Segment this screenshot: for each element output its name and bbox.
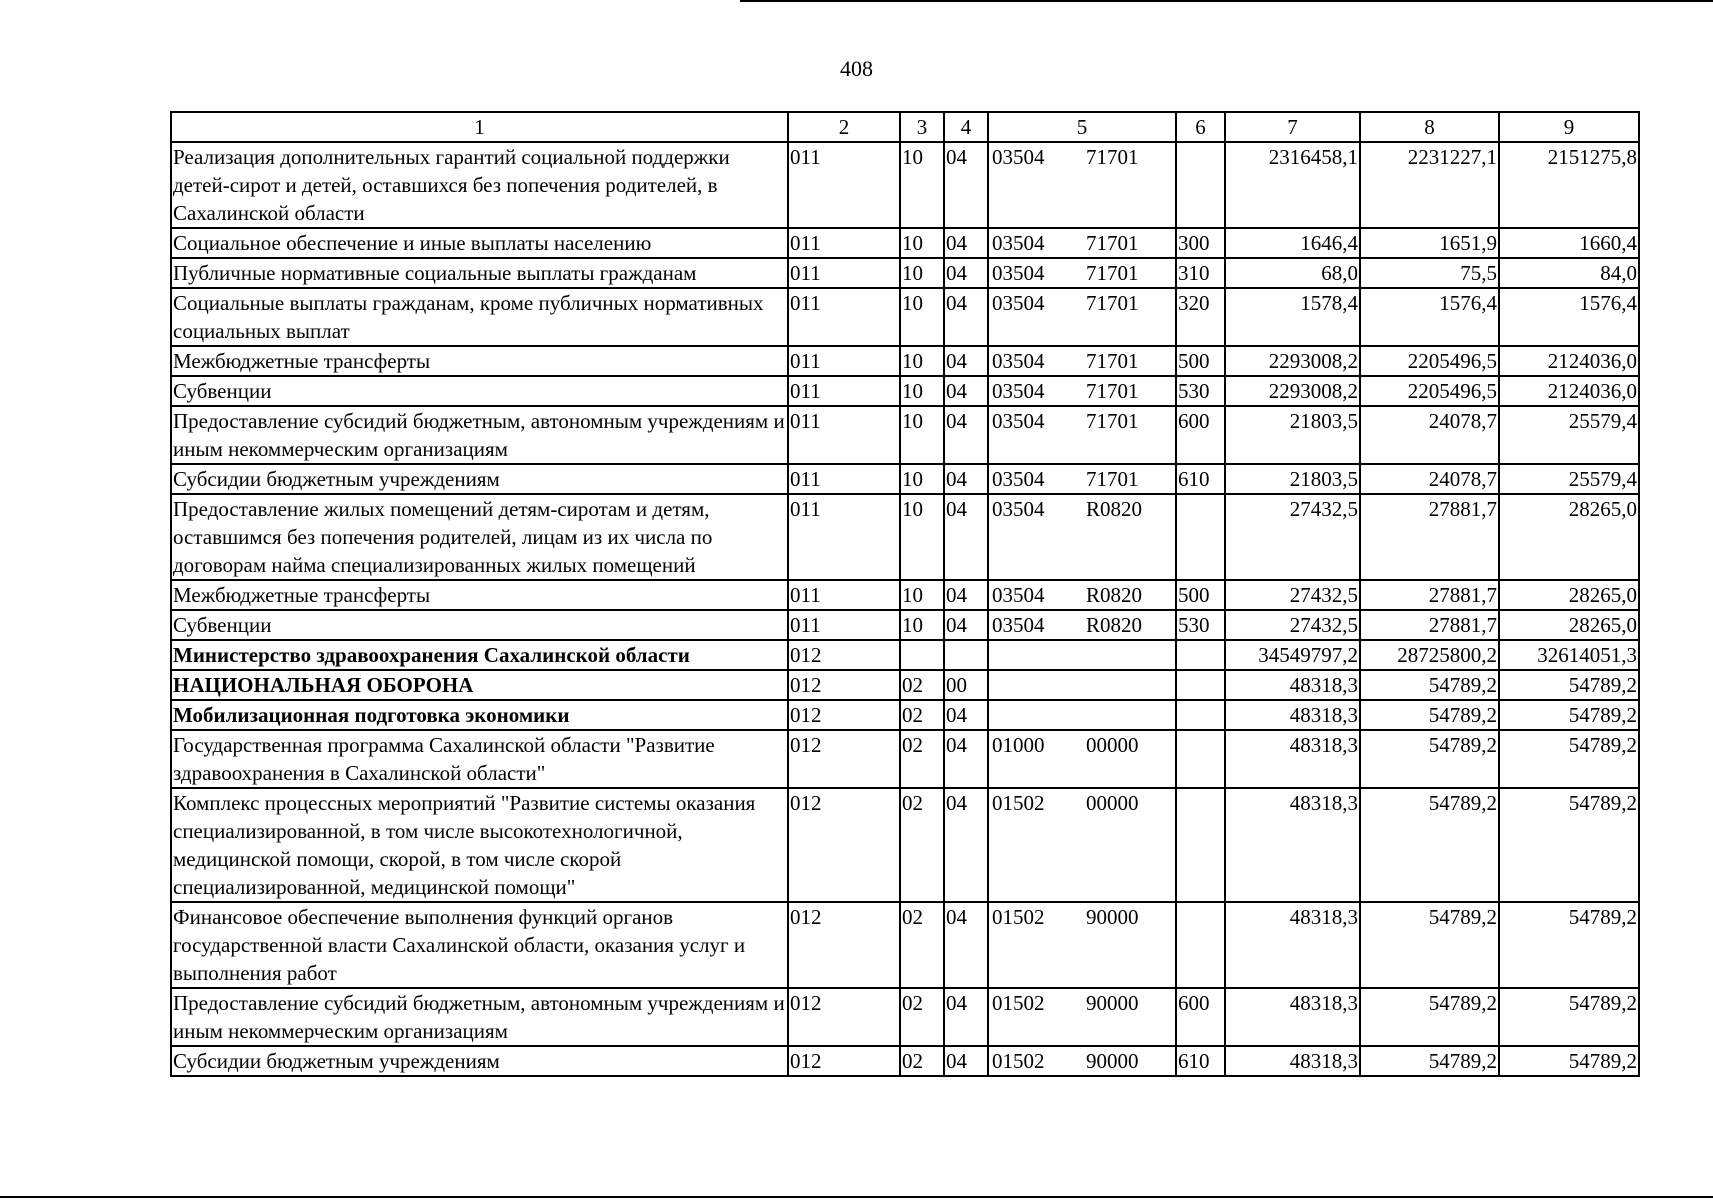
subsection-code-cell: 04	[944, 988, 988, 1046]
row-name-cell: Межбюджетные трансферты	[171, 346, 788, 376]
column-header: 6	[1176, 112, 1225, 142]
row-name-cell: Реализация дополнительных гарантий социальной поддержки детей-сирот и детей, оставшихся без попечения родителей, в Сахалинской области	[171, 142, 788, 228]
ministry-code-cell: 011	[788, 228, 900, 258]
expense-type-cell: 600	[1176, 988, 1225, 1046]
amount-cell-8: 27881,7	[1360, 494, 1499, 580]
row-name-cell: Публичные нормативные социальные выплаты гражданам	[171, 258, 788, 288]
amount-cell-7: 68,0	[1225, 258, 1360, 288]
ministry-code-cell: 012	[788, 1046, 900, 1076]
amount-cell-7: 48318,3	[1225, 670, 1360, 700]
table-row	[171, 142, 1639, 228]
direction-code: 90000	[1086, 991, 1139, 1015]
row-name-cell: Социальные выплаты гражданам, кроме публичных нормативных социальных выплат	[171, 288, 788, 346]
ministry-code-cell: 012	[788, 670, 900, 700]
ministry-code-cell: 012	[788, 902, 900, 988]
ministry-code-cell: 011	[788, 142, 900, 228]
expense-type-cell: 300	[1176, 228, 1225, 258]
section-code-cell: 10	[900, 376, 944, 406]
amount-cell-8: 2205496,5	[1360, 346, 1499, 376]
column-header: 7	[1225, 112, 1360, 142]
amount-cell-9: 2124036,0	[1499, 376, 1639, 406]
expense-type-cell: 600	[1176, 406, 1225, 464]
expense-type-cell	[1176, 494, 1225, 580]
expense-type-cell	[1176, 902, 1225, 988]
target-article-cell	[988, 730, 1176, 788]
subsection-code-cell: 04	[944, 258, 988, 288]
expense-type-cell: 530	[1176, 610, 1225, 640]
amount-cell-7: 48318,3	[1225, 1046, 1360, 1076]
target-article-cell	[988, 788, 1176, 902]
target-article-cell	[988, 1046, 1176, 1076]
amount-cell-7: 27432,5	[1225, 610, 1360, 640]
ministry-code-cell: 011	[788, 580, 900, 610]
amount-cell-8: 54789,2	[1360, 902, 1499, 988]
table-row	[171, 288, 1639, 346]
direction-code: 71701	[1086, 261, 1139, 285]
direction-code: 90000	[1086, 1049, 1139, 1073]
ministry-code-cell: 012	[788, 730, 900, 788]
amount-cell-9: 54789,2	[1499, 700, 1639, 730]
direction-code: 00000	[1086, 733, 1139, 757]
target-article-cell	[988, 346, 1176, 376]
program-code: 03504	[992, 467, 1045, 491]
expense-type-cell: 530	[1176, 376, 1225, 406]
program-code: 03504	[992, 379, 1045, 403]
amount-cell-9: 54789,2	[1499, 730, 1639, 788]
table-row	[171, 406, 1639, 464]
subsection-code-cell: 04	[944, 788, 988, 902]
program-code: 03504	[992, 145, 1045, 169]
target-article-cell	[988, 670, 1176, 700]
amount-cell-8: 1651,9	[1360, 228, 1499, 258]
section-code-cell: 10	[900, 228, 944, 258]
program-code: 01502	[992, 1049, 1045, 1073]
expense-type-cell: 610	[1176, 1046, 1225, 1076]
amount-cell-9: 1660,4	[1499, 228, 1639, 258]
program-code: 01000	[992, 733, 1045, 757]
amount-cell-7: 48318,3	[1225, 730, 1360, 788]
program-code: 03504	[992, 261, 1045, 285]
ministry-code-cell: 012	[788, 640, 900, 670]
ministry-code-cell: 012	[788, 700, 900, 730]
amount-cell-7: 21803,5	[1225, 464, 1360, 494]
amount-cell-8: 54789,2	[1360, 1046, 1499, 1076]
program-code: 03504	[992, 291, 1045, 315]
amount-cell-7: 2293008,2	[1225, 346, 1360, 376]
direction-code: 71701	[1086, 379, 1139, 403]
amount-cell-7: 21803,5	[1225, 406, 1360, 464]
subsection-code-cell: 04	[944, 228, 988, 258]
target-article-cell	[988, 902, 1176, 988]
column-header: 5	[988, 112, 1176, 142]
table-row	[171, 730, 1639, 788]
subsection-code-cell: 04	[944, 700, 988, 730]
ministry-code-cell: 012	[788, 788, 900, 902]
subsection-code-cell	[944, 640, 988, 670]
table-row	[171, 788, 1639, 902]
subsection-code-cell: 04	[944, 406, 988, 464]
expense-type-cell: 610	[1176, 464, 1225, 494]
amount-cell-9: 25579,4	[1499, 406, 1639, 464]
table-row	[171, 988, 1639, 1046]
amount-cell-9: 2151275,8	[1499, 142, 1639, 228]
section-code-cell: 10	[900, 288, 944, 346]
ministry-code-cell: 011	[788, 464, 900, 494]
page-number: 408	[840, 56, 873, 81]
amount-cell-7: 48318,3	[1225, 788, 1360, 902]
program-code: 03504	[992, 613, 1045, 637]
amount-cell-8: 54789,2	[1360, 700, 1499, 730]
table-row	[171, 610, 1639, 640]
ministry-code-cell: 011	[788, 258, 900, 288]
column-header: 2	[788, 112, 900, 142]
column-header: 4	[944, 112, 988, 142]
target-article-cell	[988, 700, 1176, 730]
program-code: 01502	[992, 791, 1045, 815]
amount-cell-8: 2231227,1	[1360, 142, 1499, 228]
subsection-code-cell: 00	[944, 670, 988, 700]
program-code: 03504	[992, 409, 1045, 433]
row-name-cell: Социальное обеспечение и иные выплаты населению	[171, 228, 788, 258]
amount-cell-7: 1646,4	[1225, 228, 1360, 258]
section-code-cell	[900, 640, 944, 670]
subsection-code-cell: 04	[944, 464, 988, 494]
direction-code: 00000	[1086, 791, 1139, 815]
ministry-code-cell: 011	[788, 376, 900, 406]
direction-code: 71701	[1086, 145, 1139, 169]
amount-cell-9: 1576,4	[1499, 288, 1639, 346]
subsection-code-cell: 04	[944, 610, 988, 640]
subsection-code-cell: 04	[944, 1046, 988, 1076]
amount-cell-8: 54789,2	[1360, 988, 1499, 1046]
table-row	[171, 346, 1639, 376]
amount-cell-9: 54789,2	[1499, 670, 1639, 700]
section-code-cell: 10	[900, 494, 944, 580]
subsection-code-cell: 04	[944, 376, 988, 406]
expense-type-cell	[1176, 142, 1225, 228]
direction-code: 90000	[1086, 905, 1139, 929]
expense-type-cell: 310	[1176, 258, 1225, 288]
direction-code: R0820	[1086, 497, 1143, 521]
amount-cell-7: 2293008,2	[1225, 376, 1360, 406]
section-code-cell: 02	[900, 670, 944, 700]
amount-cell-8: 54789,2	[1360, 788, 1499, 902]
section-code-cell: 02	[900, 700, 944, 730]
section-code-cell: 10	[900, 142, 944, 228]
table-row	[171, 1046, 1639, 1076]
table-row	[171, 376, 1639, 406]
target-article-cell	[988, 142, 1176, 228]
table-row	[171, 464, 1639, 494]
column-header: 9	[1499, 112, 1639, 142]
expense-type-cell: 320	[1176, 288, 1225, 346]
target-article-cell	[988, 376, 1176, 406]
direction-code: 71701	[1086, 467, 1139, 491]
amount-cell-7: 27432,5	[1225, 494, 1360, 580]
target-article-cell	[988, 494, 1176, 580]
row-name-cell: Межбюджетные трансферты	[171, 580, 788, 610]
section-code-cell: 10	[900, 610, 944, 640]
amount-cell-8: 54789,2	[1360, 670, 1499, 700]
expense-type-cell	[1176, 788, 1225, 902]
amount-cell-7: 1578,4	[1225, 288, 1360, 346]
direction-code: 71701	[1086, 349, 1139, 373]
table-row	[171, 640, 1639, 670]
subsection-code-cell: 04	[944, 730, 988, 788]
row-name-cell: НАЦИОНАЛЬНАЯ ОБОРОНА	[171, 670, 788, 700]
target-article-cell	[988, 580, 1176, 610]
amount-cell-8: 24078,7	[1360, 464, 1499, 494]
bottom-edge-line	[0, 1196, 1713, 1198]
expense-type-cell	[1176, 640, 1225, 670]
section-code-cell: 02	[900, 788, 944, 902]
section-code-cell: 02	[900, 1046, 944, 1076]
row-name-cell: Субвенции	[171, 376, 788, 406]
ministry-code-cell: 011	[788, 610, 900, 640]
amount-cell-9: 54789,2	[1499, 902, 1639, 988]
amount-cell-8: 24078,7	[1360, 406, 1499, 464]
ministry-code-cell: 011	[788, 494, 900, 580]
subsection-code-cell: 04	[944, 494, 988, 580]
amount-cell-9: 25579,4	[1499, 464, 1639, 494]
amount-cell-9: 28265,0	[1499, 610, 1639, 640]
amount-cell-8: 1576,4	[1360, 288, 1499, 346]
expense-type-cell	[1176, 670, 1225, 700]
section-code-cell: 10	[900, 258, 944, 288]
table-row	[171, 580, 1639, 610]
budget-table	[170, 111, 1640, 1077]
target-article-cell	[988, 288, 1176, 346]
target-article-cell	[988, 988, 1176, 1046]
column-number-row	[171, 112, 1639, 142]
target-article-cell	[988, 610, 1176, 640]
target-article-cell	[988, 228, 1176, 258]
ministry-code-cell: 011	[788, 346, 900, 376]
amount-cell-7: 27432,5	[1225, 580, 1360, 610]
amount-cell-9: 28265,0	[1499, 494, 1639, 580]
amount-cell-7: 48318,3	[1225, 700, 1360, 730]
subsection-code-cell: 04	[944, 346, 988, 376]
amount-cell-7: 34549797,2	[1225, 640, 1360, 670]
program-code: 03504	[992, 349, 1045, 373]
expense-type-cell: 500	[1176, 580, 1225, 610]
row-name-cell: Комплекс процессных мероприятий "Развитие системы оказания специализированной, в том числе высокотехнологичной, медицинской помощи, скорой, в том числе скорой специализированной, медицинской помощи"	[171, 788, 788, 902]
target-article-cell	[988, 406, 1176, 464]
subsection-code-cell: 04	[944, 580, 988, 610]
row-name-cell: Субсидии бюджетным учреждениям	[171, 464, 788, 494]
amount-cell-8: 54789,2	[1360, 730, 1499, 788]
table-row	[171, 902, 1639, 988]
row-name-cell: Предоставление жилых помещений детям-сиротам и детям, оставшимся без попечения родителей, лицам из их числа по договорам найма специализированных жилых помещений	[171, 494, 788, 580]
program-code: 01502	[992, 905, 1045, 929]
amount-cell-9: 54789,2	[1499, 1046, 1639, 1076]
top-edge-line	[740, 0, 1713, 2]
table-row	[171, 700, 1639, 730]
section-code-cell: 10	[900, 464, 944, 494]
subsection-code-cell: 04	[944, 142, 988, 228]
expense-type-cell: 500	[1176, 346, 1225, 376]
table-row	[171, 494, 1639, 580]
target-article-cell	[988, 640, 1176, 670]
section-code-cell: 02	[900, 730, 944, 788]
amount-cell-8: 2205496,5	[1360, 376, 1499, 406]
section-code-cell: 10	[900, 406, 944, 464]
table-row	[171, 258, 1639, 288]
program-code: 03504	[992, 583, 1045, 607]
expense-type-cell	[1176, 700, 1225, 730]
row-name-cell: Министерство здравоохранения Сахалинской области	[171, 640, 788, 670]
program-code: 03504	[992, 231, 1045, 255]
program-code: 03504	[992, 497, 1045, 521]
amount-cell-8: 27881,7	[1360, 580, 1499, 610]
ministry-code-cell: 011	[788, 406, 900, 464]
row-name-cell: Мобилизационная подготовка экономики	[171, 700, 788, 730]
row-name-cell: Финансовое обеспечение выполнения функций органов государственной власти Сахалинской области, оказания услуг и выполнения работ	[171, 902, 788, 988]
amount-cell-9: 32614051,3	[1499, 640, 1639, 670]
direction-code: R0820	[1086, 613, 1143, 637]
target-article-cell	[988, 464, 1176, 494]
amount-cell-7: 48318,3	[1225, 988, 1360, 1046]
section-code-cell: 02	[900, 988, 944, 1046]
table-row	[171, 228, 1639, 258]
subsection-code-cell: 04	[944, 902, 988, 988]
amount-cell-9: 28265,0	[1499, 580, 1639, 610]
amount-cell-7: 48318,3	[1225, 902, 1360, 988]
amount-cell-9: 84,0	[1499, 258, 1639, 288]
row-name-cell: Государственная программа Сахалинской области "Развитие здравоохранения в Сахалинской области"	[171, 730, 788, 788]
amount-cell-8: 27881,7	[1360, 610, 1499, 640]
amount-cell-9: 54789,2	[1499, 788, 1639, 902]
amount-cell-7: 2316458,1	[1225, 142, 1360, 228]
column-header: 1	[171, 112, 788, 142]
column-header: 8	[1360, 112, 1499, 142]
expense-type-cell	[1176, 730, 1225, 788]
target-article-cell	[988, 258, 1176, 288]
table-body	[171, 142, 1639, 1076]
row-name-cell: Субвенции	[171, 610, 788, 640]
direction-code: 71701	[1086, 231, 1139, 255]
subsection-code-cell: 04	[944, 288, 988, 346]
direction-code: 71701	[1086, 291, 1139, 315]
table-row	[171, 670, 1639, 700]
section-code-cell: 02	[900, 902, 944, 988]
row-name-cell: Субсидии бюджетным учреждениям	[171, 1046, 788, 1076]
direction-code: 71701	[1086, 409, 1139, 433]
row-name-cell: Предоставление субсидий бюджетным, автономным учреждениям и иным некоммерческим организациям	[171, 988, 788, 1046]
ministry-code-cell: 012	[788, 988, 900, 1046]
row-name-cell: Предоставление субсидий бюджетным, автономным учреждениям и иным некоммерческим организациям	[171, 406, 788, 464]
program-code: 01502	[992, 991, 1045, 1015]
amount-cell-8: 28725800,2	[1360, 640, 1499, 670]
section-code-cell: 10	[900, 580, 944, 610]
amount-cell-8: 75,5	[1360, 258, 1499, 288]
section-code-cell: 10	[900, 346, 944, 376]
ministry-code-cell: 011	[788, 288, 900, 346]
column-header: 3	[900, 112, 944, 142]
amount-cell-9: 54789,2	[1499, 988, 1639, 1046]
direction-code: R0820	[1086, 583, 1143, 607]
amount-cell-9: 2124036,0	[1499, 346, 1639, 376]
